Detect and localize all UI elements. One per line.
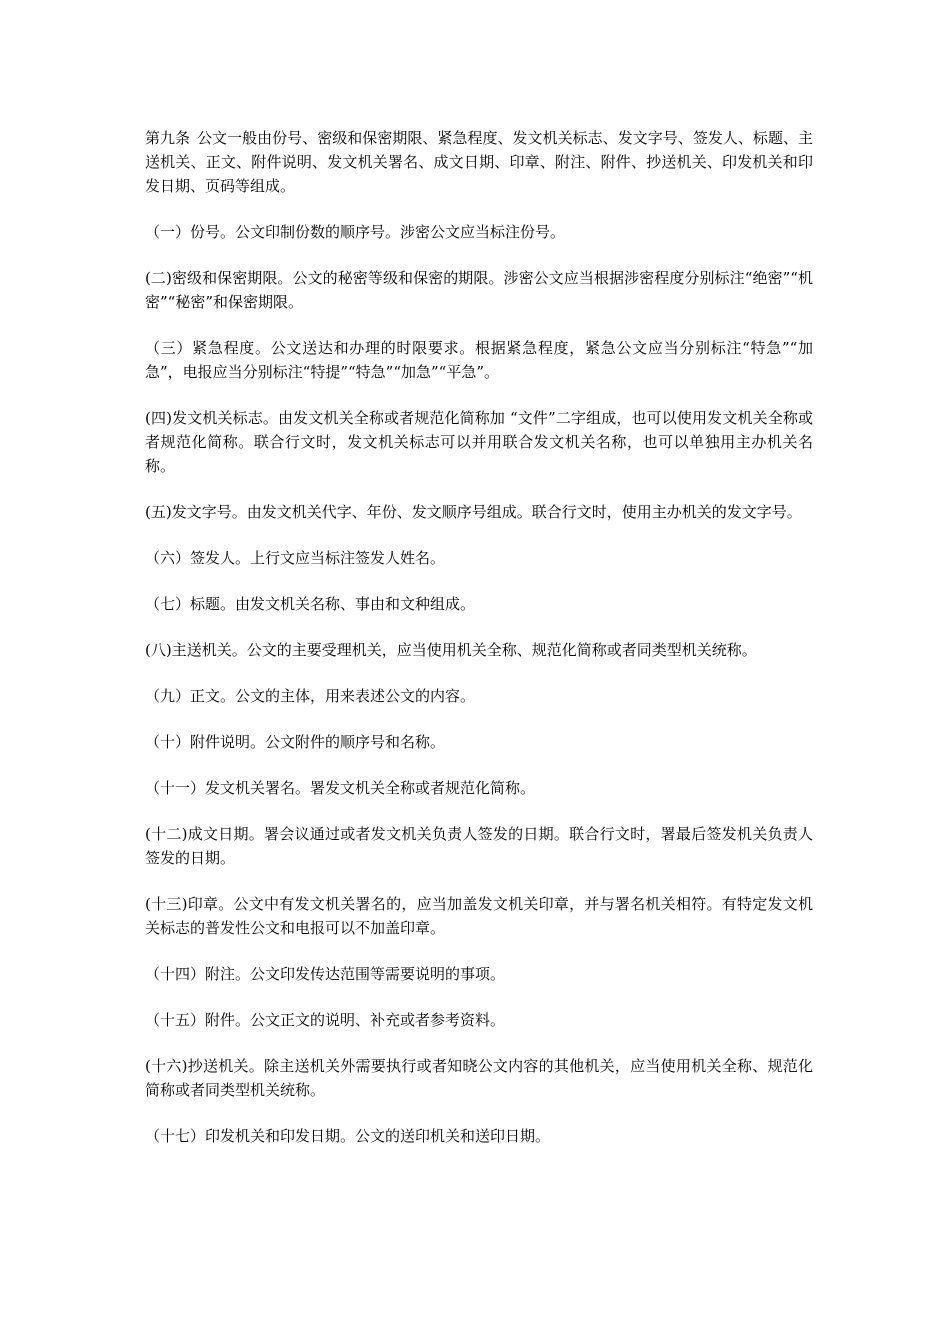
item-12: (十二)成文日期。署会议通过或者发文机关负责人签发的日期。联合行文时，署最后签发机关负责人签发的日期。 (145, 825, 813, 867)
item-06: （六）签发人。上行文应当标注签发人姓名。 (145, 549, 446, 567)
item-17: （十七）印发机关和印发日期。公文的送印机关和送印日期。 (145, 1127, 551, 1145)
item-04: (四)发文机关标志。由发文机关全称或者规范化简称加 “文件”二字组成，也可以使用发文机关全称或者规范化简称。联合行文时，发文机关标志可以并用联合发文机关名称，也可以单独用主办机关名称。 (145, 409, 813, 475)
document-page (145, 126, 813, 1170)
item-09: （九）正文。公文的主体，用来表述公文的内容。 (145, 687, 476, 705)
item-14: （十四）附注。公文印发传达范围等需要说明的事项。 (145, 965, 506, 983)
item-08: (八)主送机关。公文的主要受理机关，应当使用机关全称、规范化简称或者同类型机关统称。 (145, 641, 757, 659)
item-02: (二)密级和保密期限。公文的秘密等级和保密的期限。涉密公文应当根据涉密程度分别标注“绝密”“机密”“秘密”和保密期限。 (145, 269, 813, 311)
item-11: （十一）发文机关署名。署发文机关全称或者规范化简称。 (145, 779, 536, 797)
item-05: (五)发文字号。由发文机关代字、年份、发文顺序号组成。联合行文时，使用主办机关的发文字号。 (145, 503, 802, 521)
item-13: (十三)印章。公文中有发文机关署名的，应当加盖发文机关印章，并与署名机关相符。有特定发文机关标志的普发性公文和电报可以不加盖印章。 (145, 895, 813, 937)
item-07: （七）标题。由发文机关名称、事由和文种组成。 (145, 595, 476, 613)
item-10: （十）附件说明。公文附件的顺序号和名称。 (145, 733, 446, 751)
item-16: (十六)抄送机关。除主送机关外需要执行或者知晓公文内容的其他机关，应当使用机关全称、规范化简称或者同类型机关统称。 (145, 1057, 813, 1099)
article-intro-text: 公文一般由份号、密级和保密期限、紧急程度、发文机关标志、发文字号、签发人、标题、主送机关、正文、附件说明、发文机关署名、成文日期、印章、附注、附件、抄送机关、印发机关和印发日期、页码等组成。 (145, 129, 813, 195)
item-01: （一）份号。公文印制份数的顺序号。涉密公文应当标注份号。 (145, 223, 566, 241)
item-15: （十五）附件。公文正文的说明、补充或者参考资料。 (145, 1011, 506, 1029)
item-03: （三）紧急程度。公文送达和办理的时限要求。根据紧急程度，紧急公文应当分别标注“特急”“加急”，电报应当分别标注“特提”“特急”“加急”“平急”。 (145, 339, 813, 381)
article-label: 第九条 (145, 129, 191, 147)
article-intro (145, 126, 813, 198)
